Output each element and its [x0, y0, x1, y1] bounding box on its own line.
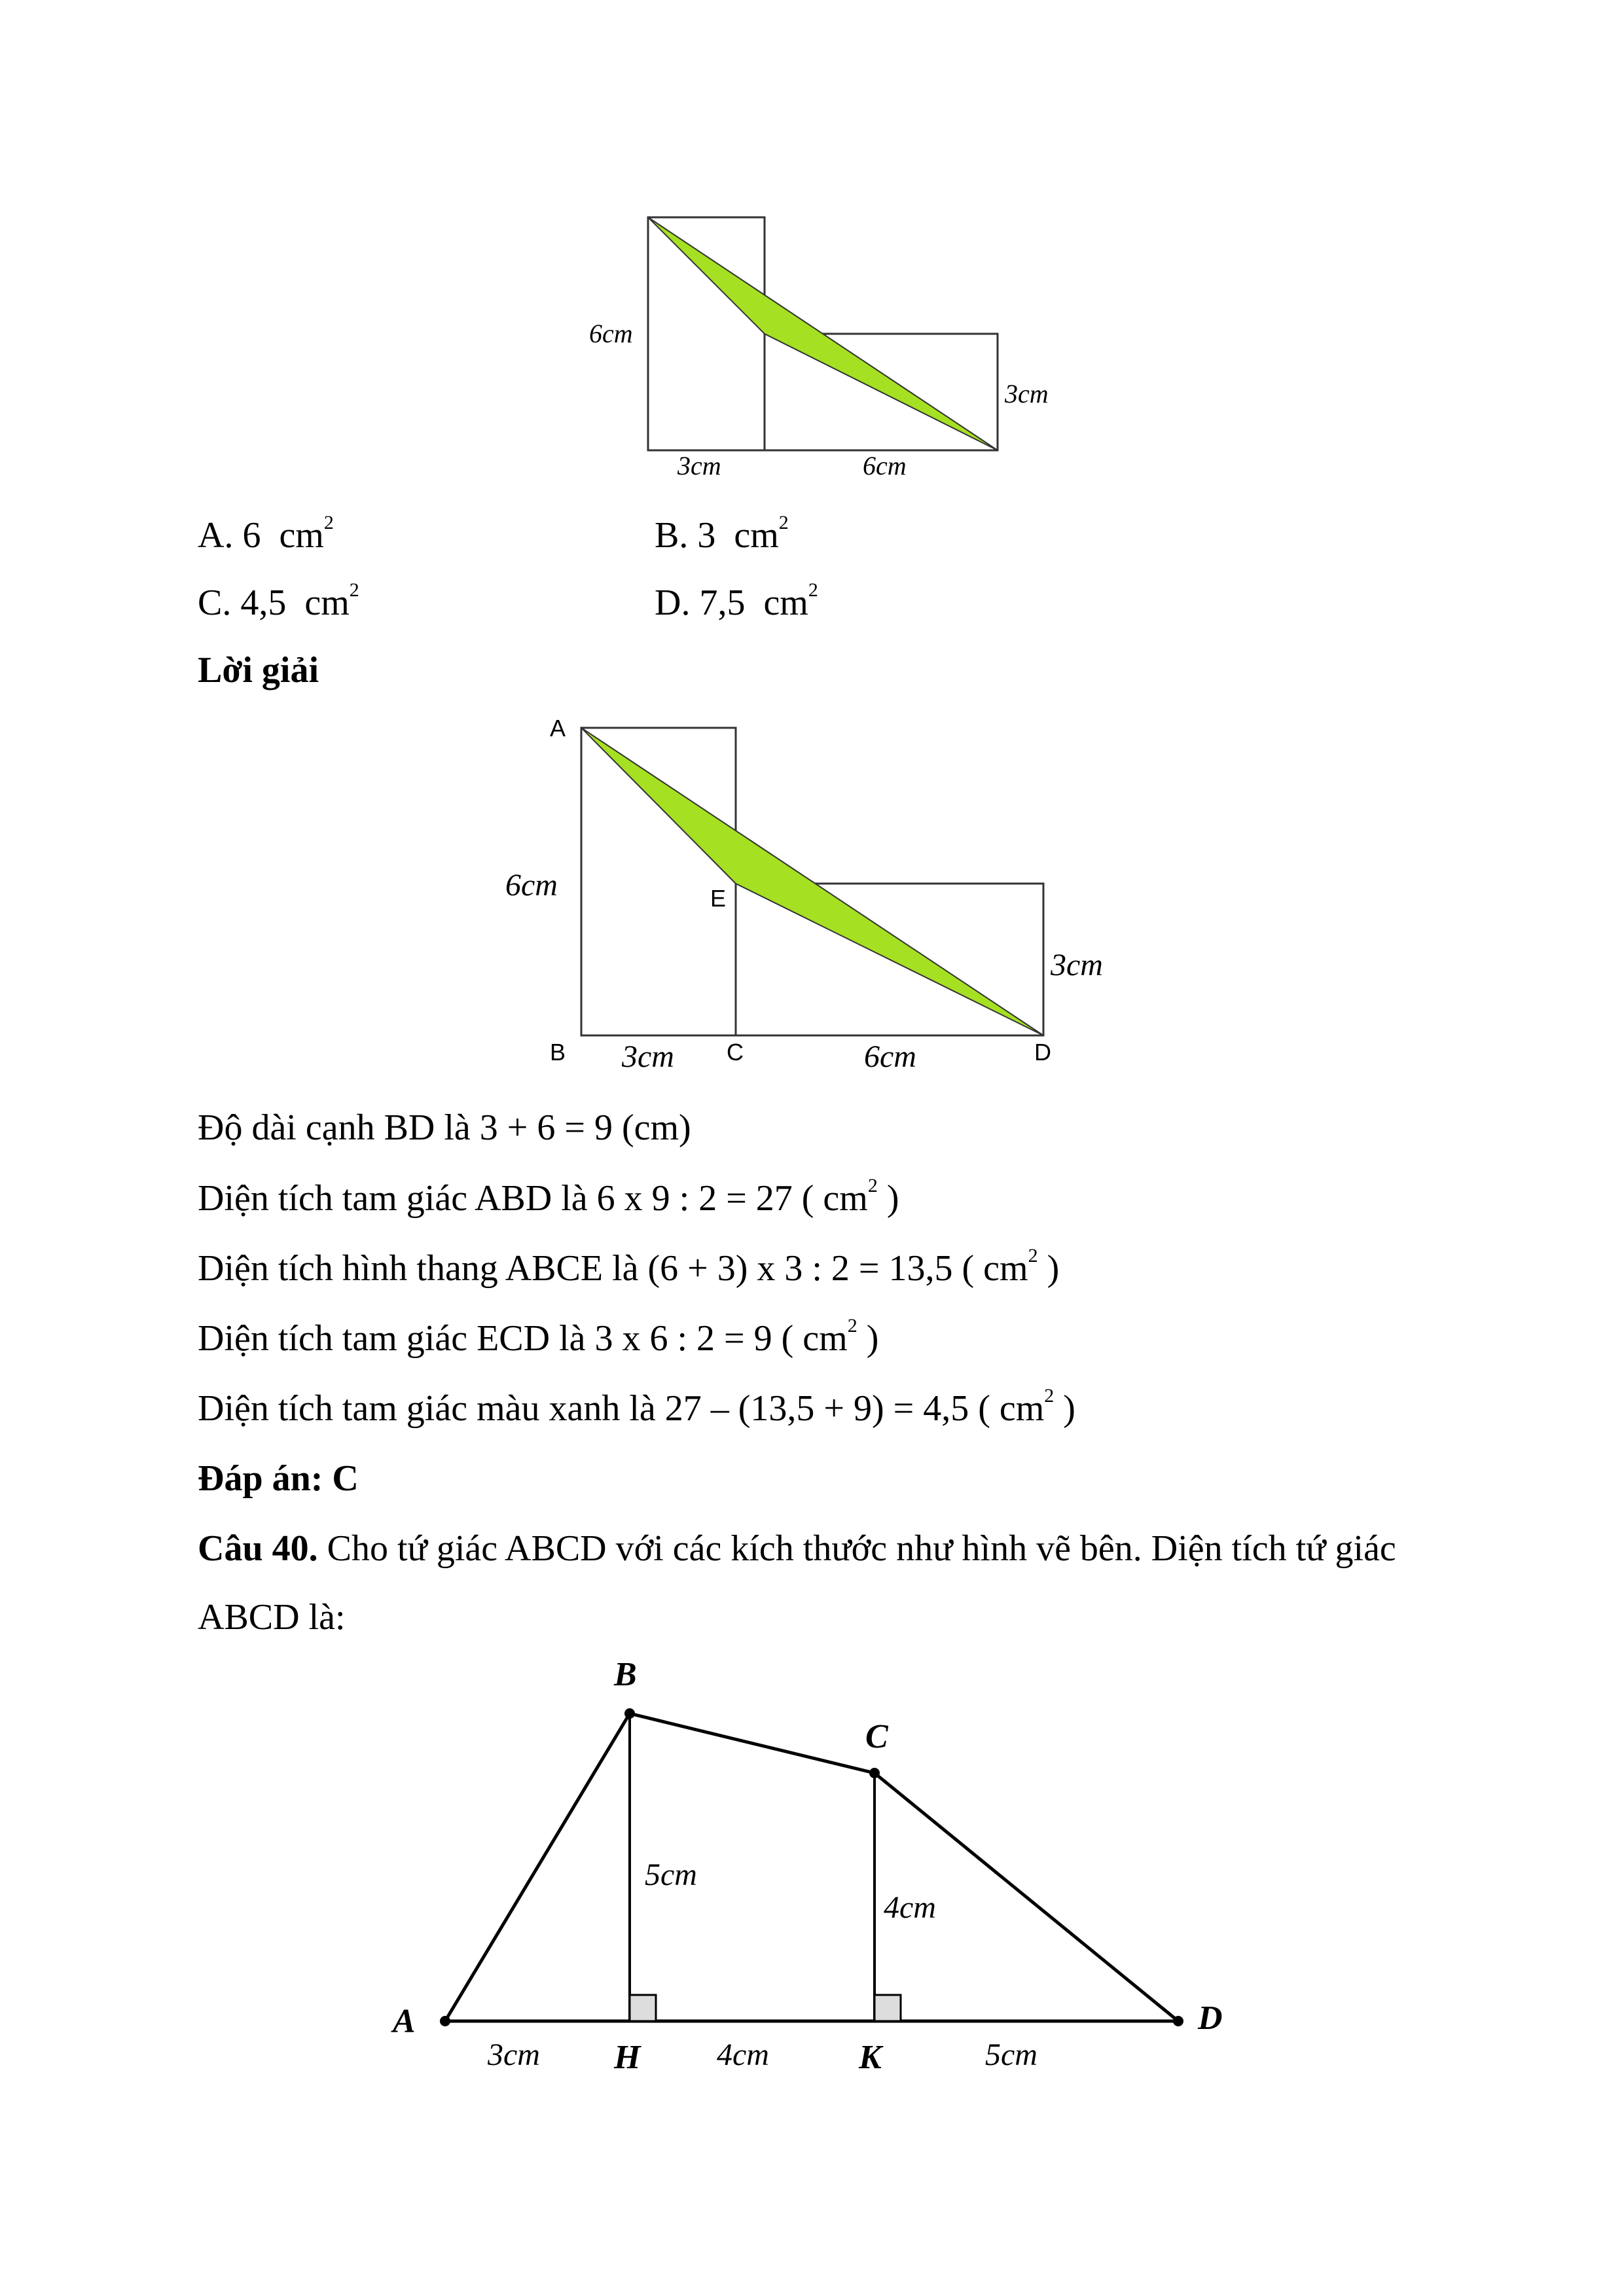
option-b: B. 3 $cm^2$ — [655, 512, 789, 556]
solution-line-2: Diện tích tam giác ABD là 6 x 9 : 2 = 27 ( $cm^2$ ) — [198, 1175, 899, 1219]
option-d: D. 7,5 $cm^2$ — [655, 579, 818, 623]
question-40-line-2: ABCD là: — [198, 1597, 346, 1638]
dot-d — [1173, 2016, 1183, 2026]
fig2-point-d: D — [1034, 1039, 1051, 1066]
dot-a — [440, 2016, 450, 2026]
figure-3 — [380, 1636, 1257, 2094]
option-a: A. 6 $cm^2$ — [198, 512, 334, 556]
answer: Đáp án: C — [198, 1458, 359, 1499]
option-c: C. 4,5 $cm^2$ — [198, 579, 359, 623]
question-text: Cho tứ giác ABCD với các kích thước như hình vẽ bên. Diện tích tứ giác — [317, 1528, 1396, 1569]
fig3-label-bh: 5cm — [645, 1857, 697, 1892]
question-number: Câu 40. — [198, 1528, 318, 1569]
fig2-label-left: 6cm — [505, 868, 558, 903]
fig1-tall-rect — [648, 217, 765, 450]
fig2-label-bottom-right: 6cm — [864, 1039, 916, 1074]
fig2-label-right: 3cm — [1051, 948, 1103, 982]
right-angle-h — [630, 1995, 656, 2021]
solution-line-1: Độ dài cạnh BD là 3 + 6 = 9 (cm) — [198, 1107, 691, 1148]
solution-line-4: Diện tích tam giác ECD là 3 x 6 : 2 = 9 ( $cm^2$ ) — [198, 1315, 879, 1359]
fig2-point-e: E — [710, 885, 727, 912]
dot-b — [624, 1708, 635, 1719]
question-40 — [198, 1530, 1396, 1567]
fig2-shaded-triangle — [581, 728, 1043, 1035]
fig1-label-left: 6cm — [589, 319, 633, 348]
fig3-label-ah: 3cm — [488, 2037, 540, 2072]
fig1-label-bottom-left: 3cm — [677, 451, 721, 480]
fig3-point-b: B — [614, 1656, 637, 1693]
fig3-point-d: D — [1198, 2000, 1223, 2037]
solution-line-3: Diện tích hình thang ABCE là (6 + 3) x 3 : 2 = 13,5 ( $cm^2$ ) — [198, 1245, 1060, 1289]
solution-line-5: Diện tích tam giác màu xanh là 27 – (13,5 + 9) = 4,5 ( $cm^2$ ) — [198, 1385, 1075, 1429]
fig3-point-a: A — [393, 2003, 416, 2040]
fig1-label-bottom-right: 6cm — [863, 451, 907, 480]
quadrilateral-abcd — [445, 1713, 1178, 2021]
fig1-label-right: 3cm — [1005, 379, 1049, 408]
fig2-point-b: B — [550, 1039, 566, 1066]
fig3-label-kd: 5cm — [985, 2037, 1038, 2072]
figure-1 — [576, 196, 1074, 497]
fig2-tall-rect — [581, 728, 736, 1035]
fig3-point-h: H — [614, 2039, 641, 2076]
fig3-label-ck: 4cm — [884, 1890, 936, 1925]
fig2-point-c: C — [727, 1039, 744, 1066]
solution-heading: Lời giải — [198, 650, 319, 691]
figure-2 — [491, 707, 1146, 1086]
fig3-label-hk: 4cm — [717, 2037, 769, 2072]
fig3-point-k: K — [859, 2039, 882, 2076]
dot-c — [869, 1768, 880, 1778]
fig2-point-a: A — [550, 715, 566, 742]
right-angle-k — [875, 1995, 901, 2021]
fig3-point-c: C — [865, 1718, 888, 1755]
fig2-label-bottom-left: 3cm — [622, 1039, 674, 1074]
